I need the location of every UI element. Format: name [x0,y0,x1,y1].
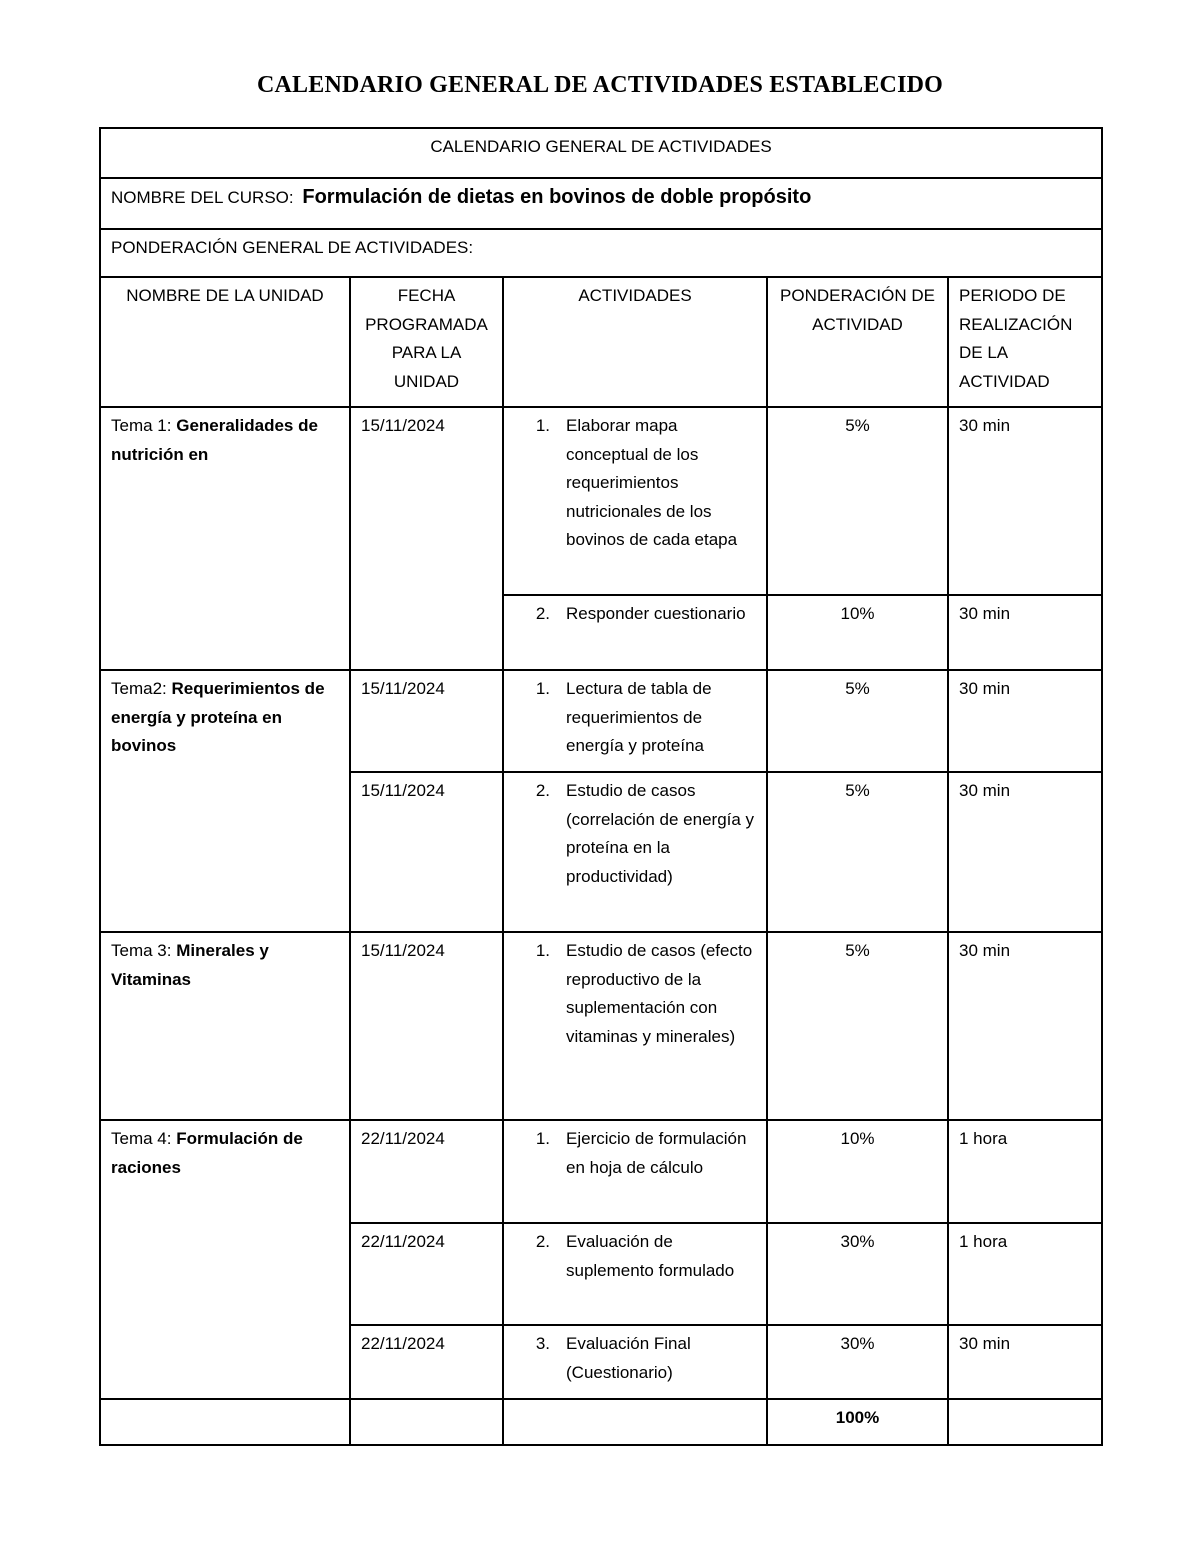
empty-cell [503,1399,767,1445]
fecha-cell: 15/11/2024 [350,670,503,772]
activity-number: 1. [535,679,550,698]
unit-title: Requerimientos de energía y proteína en bovinos [111,679,325,755]
ponderacion-cell: 5% [767,772,948,932]
course-row [100,178,1102,229]
periodo-cell: 30 min [948,932,1102,1120]
activity-cell [503,595,767,670]
activity-number: 2. [535,781,550,800]
periodo-cell: 30 min [948,407,1102,595]
activity-text: Evaluación Final (Cuestionario) [566,1334,691,1382]
unit-label: Tema 4: [111,1129,172,1148]
periodo-cell: 30 min [948,670,1102,772]
ponderacion-cell: 5% [767,670,948,772]
ponderacion-cell: 10% [767,595,948,670]
activity-number: 1. [535,1129,550,1148]
periodo-cell: 30 min [948,772,1102,932]
course-label: NOMBRE DEL CURSO: [111,188,294,207]
header-unidad: NOMBRE DE LA UNIDAD [100,277,350,407]
activity-cell [503,670,767,772]
activity-text: Elaborar mapa conceptual de los requerimientos nutricionales de los bovinos de cada etapa [566,416,738,549]
periodo-cell: 1 hora [948,1223,1102,1325]
activity-text: Evaluación de suplemento formulado [566,1232,735,1280]
fecha-cell: 15/11/2024 [350,772,503,932]
ponderacion-cell: 5% [767,932,948,1120]
table-row [100,1120,1102,1223]
activity-text: Lectura de tabla de requerimientos de energía y proteína [566,679,712,755]
total-row [100,1399,1102,1445]
ponderacion-general-label: PONDERACIÓN GENERAL DE ACTIVIDADES: [100,229,1102,277]
unit-cell [100,407,350,670]
header-ponderacion: PONDERACIÓN DE ACTIVIDAD [767,277,948,407]
activity-cell [503,1120,767,1223]
table-row [100,407,1102,595]
activity-cell [503,1223,767,1325]
activity-number: 3. [535,1334,550,1353]
table-title: CALENDARIO GENERAL DE ACTIVIDADES [100,128,1102,178]
periodo-cell: 1 hora [948,1120,1102,1223]
total-ponderacion: 100% [767,1399,948,1445]
ponderacion-cell: 30% [767,1325,948,1399]
activity-cell [503,772,767,932]
fecha-cell: 22/11/2024 [350,1120,503,1223]
unit-label: Tema 3: [111,941,172,960]
unit-title: Minerales y Vitaminas [111,941,269,989]
table-row [100,932,1102,1120]
activity-text: Estudio de casos (efecto reproductivo de la suplementación con vitaminas y minerales) [566,941,753,1046]
unit-cell [100,670,350,932]
activity-number: 2. [535,604,550,623]
empty-cell [350,1399,503,1445]
activity-number: 2. [535,1232,550,1251]
header-periodo: PERIODO DE REALIZACIÓN DE LA ACTIVIDAD [948,277,1102,407]
activity-number: 1. [535,941,550,960]
unit-cell [100,1120,350,1399]
fecha-cell: 15/11/2024 [350,407,503,670]
periodo-cell: 30 min [948,1325,1102,1399]
activity-text: Responder cuestionario [566,604,746,623]
empty-cell [100,1399,350,1445]
fecha-cell: 15/11/2024 [350,932,503,1120]
activity-text: Ejercicio de formulación en hoja de cálculo [566,1129,747,1177]
fecha-cell: 22/11/2024 [350,1325,503,1399]
ponderacion-cell: 5% [767,407,948,595]
activity-cell [503,932,767,1120]
empty-cell [948,1399,1102,1445]
activity-cell [503,1325,767,1399]
course-name: Formulación de dietas en bovinos de doble propósito [302,186,812,208]
activity-text: Estudio de casos (correlación de energía y proteína en la productividad) [566,781,755,886]
unit-title: Generalidades de nutrición en [111,416,318,464]
table-row [100,670,1102,772]
activity-number: 1. [535,416,550,435]
document-title: CALENDARIO GENERAL DE ACTIVIDADES ESTABLECIDO [256,72,944,98]
fecha-cell: 22/11/2024 [350,1223,503,1325]
ponderacion-cell: 30% [767,1223,948,1325]
activity-cell [503,407,767,595]
ponderacion-cell: 10% [767,1120,948,1223]
unit-cell [100,932,350,1120]
activities-calendar-table [99,127,1103,1446]
unit-label: Tema 1: [111,416,172,435]
header-actividades: ACTIVIDADES [503,277,767,407]
unit-title: Formulación de raciones [111,1129,303,1177]
periodo-cell: 30 min [948,595,1102,670]
header-fecha: FECHA PROGRAMADA PARA LA UNIDAD [350,277,503,407]
unit-label: Tema2: [111,679,167,698]
